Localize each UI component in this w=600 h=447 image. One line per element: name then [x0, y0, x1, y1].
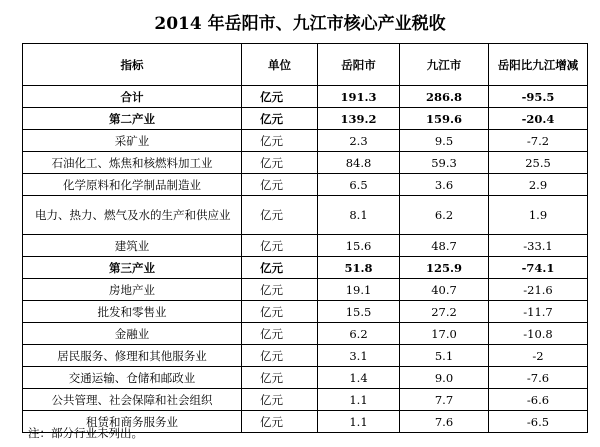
cell-jiujiang: 7.6 [400, 411, 489, 433]
table-header-row [23, 44, 588, 86]
cell-unit: 亿元 [242, 108, 318, 130]
cell-jiujiang: 159.6 [400, 108, 489, 130]
cell-indicator: 采矿业 [23, 130, 242, 152]
cell-unit: 亿元 [242, 279, 318, 301]
cell-yueyang: 1.4 [318, 367, 400, 389]
cell-yueyang: 139.2 [318, 108, 400, 130]
cell-indicator: 第三产业 [23, 257, 242, 279]
cell-diff: 25.5 [489, 152, 588, 174]
header-unit: 单位 [242, 44, 318, 86]
header-diff: 岳阳比九江增减 [489, 44, 588, 86]
cell-jiujiang: 17.0 [400, 323, 489, 345]
cell-jiujiang: 7.7 [400, 389, 489, 411]
cell-yueyang: 15.6 [318, 235, 400, 257]
table-row [23, 389, 588, 411]
table-row [23, 130, 588, 152]
cell-jiujiang: 48.7 [400, 235, 489, 257]
cell-unit: 亿元 [242, 130, 318, 152]
cell-jiujiang: 125.9 [400, 257, 489, 279]
cell-yueyang: 6.2 [318, 323, 400, 345]
cell-diff: 2.9 [489, 174, 588, 196]
cell-diff: -20.4 [489, 108, 588, 130]
header-indicator: 指标 [23, 44, 242, 86]
cell-indicator: 合计 [23, 86, 242, 108]
cell-indicator: 石油化工、炼焦和核燃料加工业 [23, 152, 242, 174]
cell-diff: 1.9 [489, 196, 588, 235]
table-row [23, 235, 588, 257]
cell-unit: 亿元 [242, 257, 318, 279]
cell-jiujiang: 59.3 [400, 152, 489, 174]
footnote: 注：部分行业未列出。 [28, 426, 143, 440]
cell-indicator: 居民服务、修理和其他服务业 [23, 345, 242, 367]
cell-jiujiang: 27.2 [400, 301, 489, 323]
table-row [23, 257, 588, 279]
cell-yueyang: 3.1 [318, 345, 400, 367]
table-row [23, 301, 588, 323]
cell-yueyang: 2.3 [318, 130, 400, 152]
table-row [23, 279, 588, 301]
cell-unit: 亿元 [242, 152, 318, 174]
cell-diff: -10.8 [489, 323, 588, 345]
table-row [23, 86, 588, 108]
cell-indicator: 第二产业 [23, 108, 242, 130]
cell-indicator: 批发和零售业 [23, 301, 242, 323]
cell-diff: -33.1 [489, 235, 588, 257]
cell-yueyang: 1.1 [318, 389, 400, 411]
cell-yueyang: 191.3 [318, 86, 400, 108]
cell-jiujiang: 5.1 [400, 345, 489, 367]
tax-table [22, 43, 588, 433]
cell-diff: -6.6 [489, 389, 588, 411]
cell-indicator: 化学原料和化学制品制造业 [23, 174, 242, 196]
cell-indicator: 租赁和商务服务业 [23, 411, 242, 433]
cell-unit: 亿元 [242, 301, 318, 323]
cell-unit: 亿元 [242, 411, 318, 433]
cell-diff: -6.5 [489, 411, 588, 433]
cell-unit: 亿元 [242, 323, 318, 345]
cell-jiujiang: 6.2 [400, 196, 489, 235]
table-row [23, 152, 588, 174]
cell-diff: -21.6 [489, 279, 588, 301]
cell-unit: 亿元 [242, 389, 318, 411]
table-row [23, 108, 588, 130]
cell-diff: -95.5 [489, 86, 588, 108]
cell-yueyang: 84.8 [318, 152, 400, 174]
cell-unit: 亿元 [242, 345, 318, 367]
cell-diff: -7.2 [489, 130, 588, 152]
cell-yueyang: 19.1 [318, 279, 400, 301]
document-title: 2014 年岳阳市、九江市核心产业税收 [154, 14, 446, 34]
table-row [23, 196, 588, 235]
cell-diff: -2 [489, 345, 588, 367]
cell-yueyang: 8.1 [318, 196, 400, 235]
cell-jiujiang: 9.0 [400, 367, 489, 389]
table-row [23, 367, 588, 389]
table-row [23, 174, 588, 196]
cell-jiujiang: 9.5 [400, 130, 489, 152]
cell-unit: 亿元 [242, 174, 318, 196]
table-row [23, 323, 588, 345]
cell-indicator: 电力、热力、燃气及水的生产和供应业 [23, 196, 242, 235]
cell-indicator: 建筑业 [23, 235, 242, 257]
cell-unit: 亿元 [242, 196, 318, 235]
cell-indicator: 房地产业 [23, 279, 242, 301]
cell-jiujiang: 286.8 [400, 86, 489, 108]
cell-indicator: 公共管理、社会保障和社会组织 [23, 389, 242, 411]
table-row [23, 345, 588, 367]
cell-yueyang: 51.8 [318, 257, 400, 279]
cell-jiujiang: 3.6 [400, 174, 489, 196]
cell-diff: -11.7 [489, 301, 588, 323]
header-jiujiang: 九江市 [400, 44, 489, 86]
cell-diff: -74.1 [489, 257, 588, 279]
cell-indicator: 金融业 [23, 323, 242, 345]
cell-unit: 亿元 [242, 367, 318, 389]
cell-yueyang: 15.5 [318, 301, 400, 323]
cell-yueyang: 1.1 [318, 411, 400, 433]
cell-unit: 亿元 [242, 86, 318, 108]
cell-diff: -7.6 [489, 367, 588, 389]
cell-jiujiang: 40.7 [400, 279, 489, 301]
cell-indicator: 交通运输、仓储和邮政业 [23, 367, 242, 389]
cell-yueyang: 6.5 [318, 174, 400, 196]
header-yueyang: 岳阳市 [318, 44, 400, 86]
cell-unit: 亿元 [242, 235, 318, 257]
